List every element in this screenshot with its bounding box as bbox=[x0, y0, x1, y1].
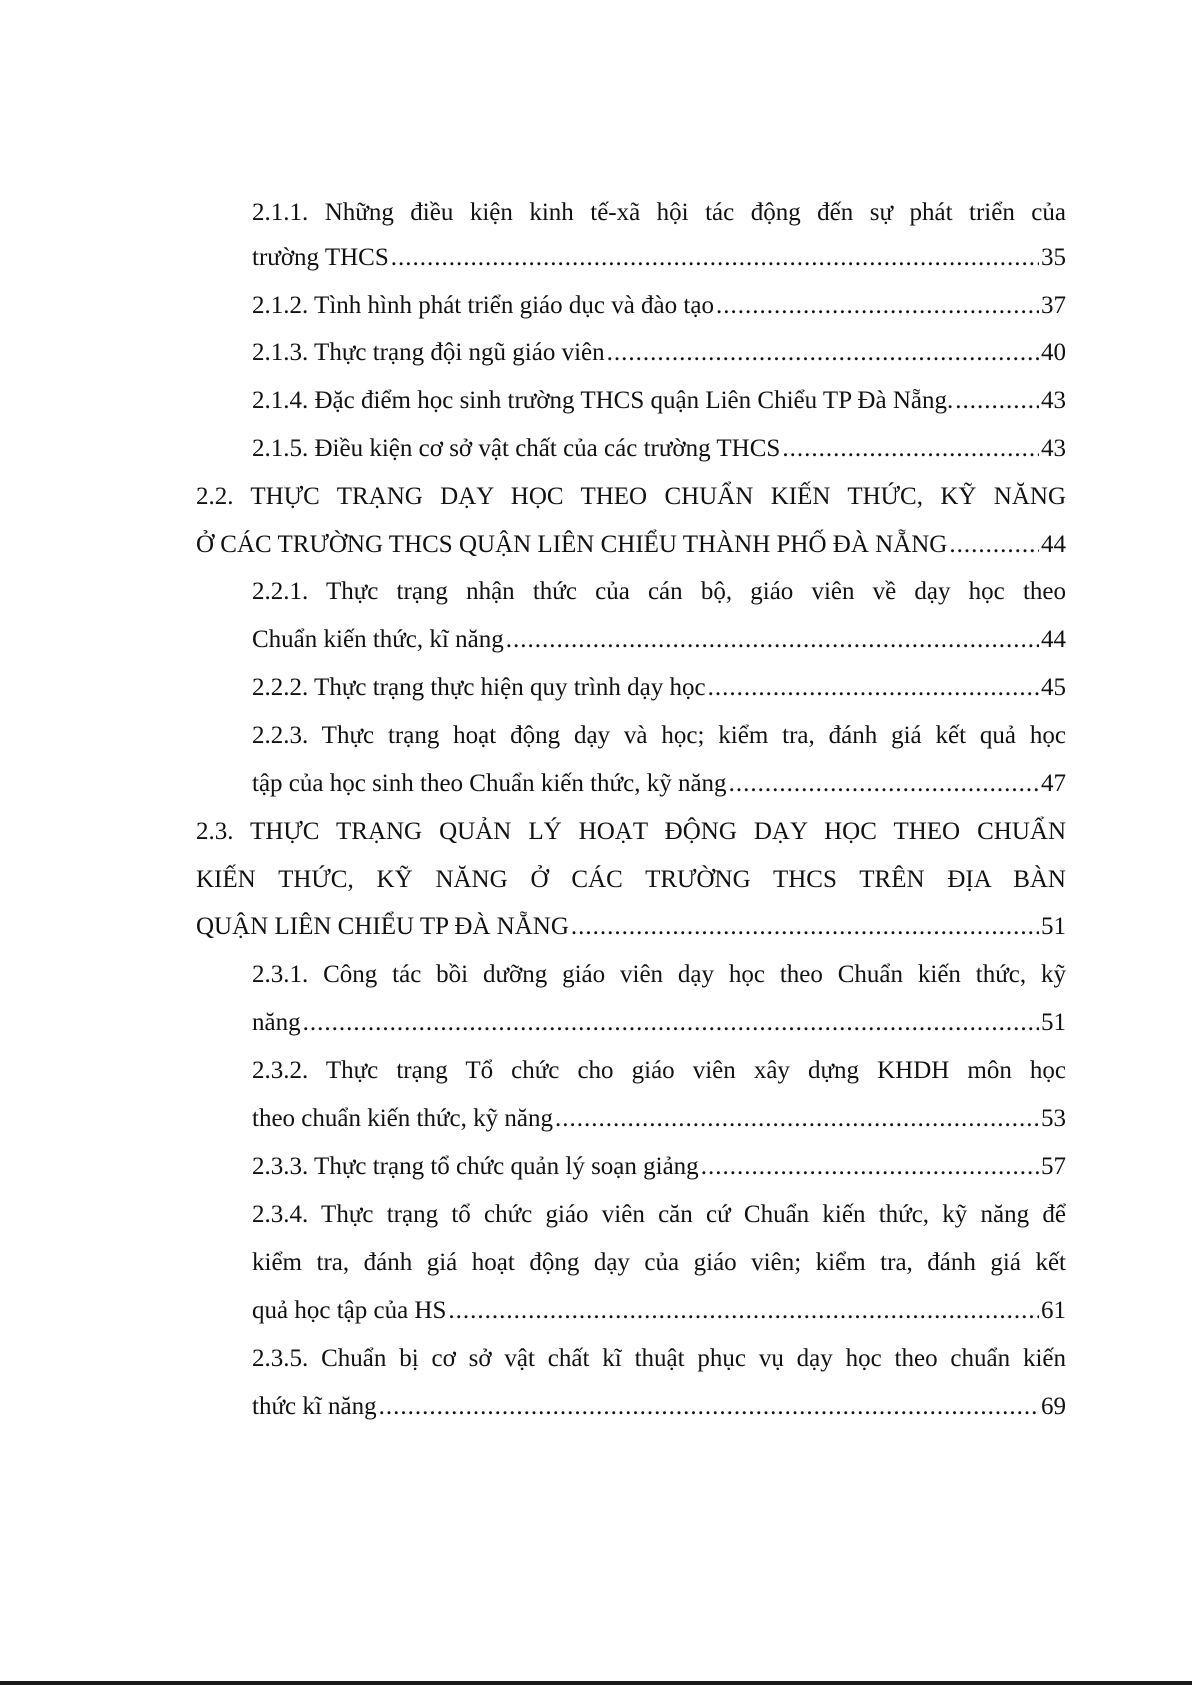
page-number: 57 bbox=[1041, 1153, 1066, 1180]
toc-entry-2-3-4-line-3 bbox=[252, 1291, 1066, 1331]
toc-entry-text: 2.3.2. Thực trạng Tổ chức cho giáo viên xây dựng KHDH môn học bbox=[252, 1057, 1066, 1084]
dot-leader bbox=[716, 286, 1039, 326]
toc-entry-2-3-3 bbox=[252, 1147, 1066, 1187]
toc-entry-2-2-2 bbox=[252, 668, 1066, 708]
dot-leader bbox=[303, 1003, 1039, 1043]
toc-entry-2-3-5-line-2 bbox=[252, 1387, 1066, 1427]
toc-entry-text: 2.3.3. Thực trạng tổ chức quản lý soạn giảng bbox=[252, 1153, 699, 1180]
toc-section-text: 2.3. THỰC TRẠNG QUẢN LÝ HOẠT ĐỘNG DẠY HỌC THEO CHUẨN bbox=[196, 818, 1066, 845]
page-number: 69 bbox=[1041, 1393, 1066, 1420]
page-number: 43 bbox=[1041, 387, 1066, 414]
toc-entry-2-3-1-line-1 bbox=[252, 955, 1066, 995]
toc-entry-text: 2.2.2. Thực trạng thực hiện quy trình dạy học bbox=[252, 674, 706, 701]
toc-section-text: QUẬN LIÊN CHIỂU TP ĐÀ NẴNG bbox=[196, 913, 569, 940]
dot-leader bbox=[701, 1147, 1039, 1187]
toc-entry-text: 2.2.1. Thực trạng nhận thức của cán bộ, giáo viên về dạy học theo bbox=[252, 578, 1066, 605]
toc-entry-2-2-3-line-1 bbox=[252, 716, 1066, 756]
page-number: 51 bbox=[1041, 913, 1066, 940]
toc-entry-2-1-2 bbox=[252, 286, 1066, 326]
toc-entry-2-3-4-line-1 bbox=[252, 1195, 1066, 1235]
toc-entry-2-3-4-line-2 bbox=[252, 1243, 1066, 1283]
toc-entry-text: 2.1.5. Điều kiện cơ sở vật chất của các trường THCS bbox=[252, 435, 781, 462]
toc-entry-text: Chuẩn kiến thức, kĩ năng bbox=[252, 626, 504, 653]
toc-entry-text: 2.2.3. Thực trạng hoạt động dạy và học; kiểm tra, đánh giá kết quả học bbox=[252, 722, 1066, 749]
dot-leader bbox=[391, 238, 1039, 278]
toc-entry-2-1-3 bbox=[252, 333, 1066, 373]
toc-section-2-2-line-1 bbox=[196, 477, 1066, 517]
toc-entry-text: 2.1.1. Những điều kiện kinh tế-xã hội tác động đến sự phát triển của bbox=[252, 199, 1066, 226]
toc-entry-2-1-5 bbox=[252, 429, 1066, 469]
toc-section-2-3-line-2 bbox=[196, 860, 1066, 900]
toc-entry-2-1-4 bbox=[252, 381, 1066, 421]
dot-leader bbox=[555, 1099, 1039, 1139]
toc-entry-2-3-2-line-2 bbox=[252, 1099, 1066, 1139]
page-number: 45 bbox=[1041, 674, 1066, 701]
toc-entry-text: tập của học sinh theo Chuẩn kiến thức, kỹ năng bbox=[252, 770, 727, 797]
page-number: 40 bbox=[1041, 339, 1066, 366]
toc-entry-2-2-3-line-2 bbox=[252, 764, 1066, 804]
dot-leader bbox=[949, 525, 1039, 565]
dot-leader bbox=[571, 907, 1039, 947]
toc-entry-2-3-1-line-2 bbox=[252, 1003, 1066, 1043]
toc-entry-text: 2.1.2. Tình hình phát triển giáo dục và đào tạo bbox=[252, 292, 714, 319]
toc-section-text: KIẾN THỨC, KỸ NĂNG Ở CÁC TRƯỜNG THCS TRÊN ĐỊA BÀN bbox=[196, 866, 1066, 893]
dot-leader bbox=[448, 1291, 1039, 1331]
page-number: 44 bbox=[1041, 626, 1066, 653]
toc-entry-text: trường THCS bbox=[252, 244, 389, 271]
toc-entry-text: năng bbox=[252, 1009, 301, 1036]
page-number: 44 bbox=[1041, 531, 1066, 558]
dot-leader bbox=[607, 333, 1039, 373]
page-number: 35 bbox=[1041, 244, 1066, 271]
toc-section-2-2-line-2 bbox=[196, 525, 1066, 565]
page-number: 43 bbox=[1041, 435, 1066, 462]
toc-entry-2-2-1-line-2 bbox=[252, 620, 1066, 660]
toc-entry-text: 2.1.3. Thực trạng đội ngũ giáo viên bbox=[252, 339, 605, 366]
toc-entry-text: 2.3.4. Thực trạng tổ chức giáo viên căn cứ Chuẩn kiến thức, kỹ năng để bbox=[252, 1201, 1066, 1228]
toc-entry-text: thức kĩ năng bbox=[252, 1393, 377, 1420]
page-number: 37 bbox=[1041, 292, 1066, 319]
page-number: 51 bbox=[1041, 1009, 1066, 1036]
dot-leader bbox=[782, 429, 1039, 469]
toc-entry-2-3-5-line-1 bbox=[252, 1339, 1066, 1379]
toc-section-text: Ở CÁC TRƯỜNG THCS QUẬN LIÊN CHIỂU THÀNH PHỐ ĐÀ NẴNG bbox=[196, 531, 948, 558]
toc-entry-2-1-1-line-2 bbox=[252, 238, 1066, 278]
toc-entry-2-2-1-line-1 bbox=[252, 572, 1066, 612]
dot-leader bbox=[955, 381, 1039, 421]
dot-leader bbox=[729, 764, 1039, 804]
toc-entry-text: 2.3.1. Công tác bồi dưỡng giáo viên dạy học theo Chuẩn kiến thức, kỹ bbox=[252, 961, 1066, 988]
bottom-border bbox=[0, 1681, 1192, 1685]
toc-entry-text: kiểm tra, đánh giá hoạt động dạy của giáo viên; kiểm tra, đánh giá kết bbox=[252, 1249, 1066, 1276]
toc-entry-2-1-1-line-1 bbox=[252, 193, 1066, 233]
page-number: 61 bbox=[1041, 1297, 1066, 1324]
toc-section-2-3-line-3 bbox=[196, 907, 1066, 947]
toc-section-2-3-line-1 bbox=[196, 812, 1066, 852]
dot-leader bbox=[506, 620, 1039, 660]
dot-leader bbox=[379, 1387, 1039, 1427]
toc-entry-text: 2.3.5. Chuẩn bị cơ sở vật chất kĩ thuật phục vụ dạy học theo chuẩn kiến bbox=[252, 1345, 1066, 1372]
toc-entry-2-3-2-line-1 bbox=[252, 1051, 1066, 1091]
toc-section-text: 2.2. THỰC TRẠNG DẠY HỌC THEO CHUẨN KIẾN THỨC, KỸ NĂNG bbox=[196, 483, 1066, 510]
page-number: 53 bbox=[1041, 1105, 1066, 1132]
toc-entry-text: theo chuẩn kiến thức, kỹ năng bbox=[252, 1105, 553, 1132]
dot-leader bbox=[708, 668, 1039, 708]
toc-entry-text: quả học tập của HS bbox=[252, 1297, 447, 1324]
toc-entry-text: 2.1.4. Đặc điểm học sinh trường THCS quận Liên Chiểu TP Đà Nẵng. bbox=[252, 387, 954, 414]
page-number: 47 bbox=[1041, 770, 1066, 797]
